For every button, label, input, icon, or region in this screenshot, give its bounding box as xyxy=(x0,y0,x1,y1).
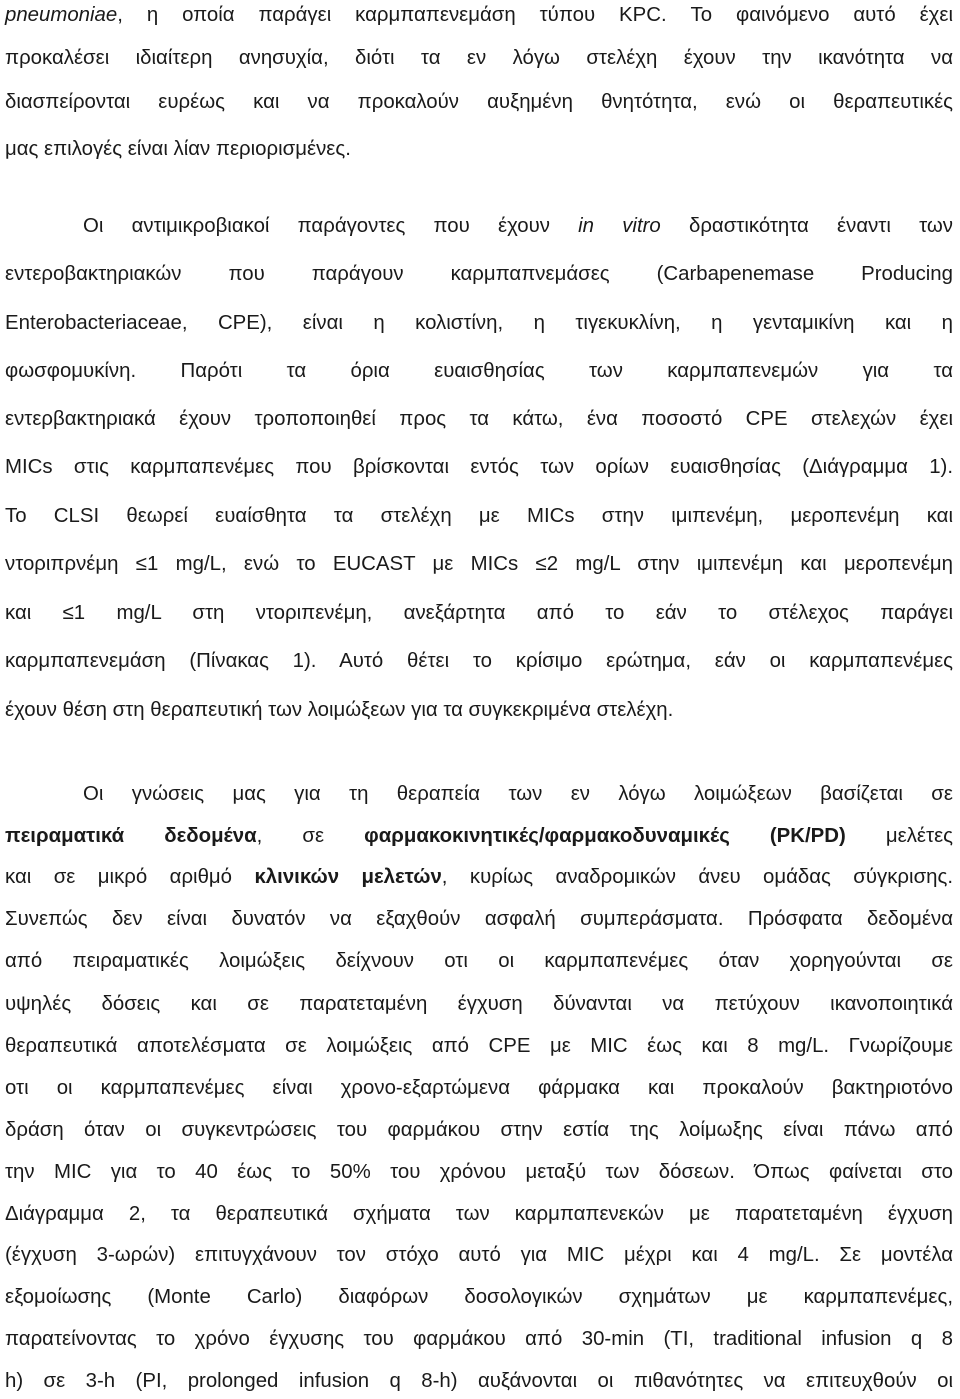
paragraph-3-line-14: παρατείνοντας το χρόνο έγχυσης του φαρμάκου από 30-min (TI, traditional infusion q 8 xyxy=(5,1328,953,1350)
paragraph-1-line-3: διασπείρονται ευρέως και να προκαλούν αυξημένη θνητότητα, ενώ οι θεραπευτικές xyxy=(5,91,953,113)
paragraph-2-line-3: Enterobacteriaceae, CPE), είναι η κολιστίνη, η τιγεκυκλίνη, η γενταμικίνη και η xyxy=(5,312,953,334)
paragraph-3-line-12: (έγχυση 3-ωρών) επιτυγχάνουν τον στόχο αυτό για MIC μέχρι και 4 mg/L. Σε μοντέλα xyxy=(5,1244,953,1266)
paragraph-3-line-4: Συνεπώς δεν είναι δυνατόν να εξαχθούν ασφαλή συμπεράσματα. Πρόσφατα δεδομένα xyxy=(5,908,953,930)
paragraph-3-line-7: θεραπευτικά αποτελέσματα σε λοιμώξεις από CPE με MIC έως και 8 mg/L. Γνωρίζουμε xyxy=(5,1035,953,1057)
paragraph-3-line-6: υψηλές δόσεις και σε παρατεταμένη έγχυση δύνανται να πετύχουν ικανοποιητικά xyxy=(5,993,953,1015)
bold-term: πειραματικά δεδομένα xyxy=(5,825,257,847)
paragraph-3-line-8: οτι οι καρμπαπενέμες είναι χρονο-εξαρτώμενα φάρμακα και προκαλούν βακτηριοτόνο xyxy=(5,1077,953,1099)
paragraph-1-line-1 xyxy=(5,2,953,28)
paragraph-2-line-10: καρμπαπενεμάση (Πίνακας 1). Αυτό θέτει το κρίσιμο ερώτημα, εάν οι καρμπαπενέμες xyxy=(5,650,953,672)
text-run: , σε xyxy=(256,825,365,847)
paragraph-2-line-8: ντοριπρνέμη ≤1 mg/L, ενώ το EUCAST με MICs ≤2 mg/L στην ιμιπενέμη και μεροπενέμη xyxy=(5,553,953,575)
bold-term: φαρμακοκινητικές/φαρμακοδυναμικές (PK/PD) xyxy=(364,825,846,847)
paragraph-3-line-2 xyxy=(5,823,953,849)
bold-term: κλινικών μελετών xyxy=(254,866,442,888)
paragraph-2-line-5: εντερβακτηριακά έχουν τροποποιηθεί προς τα κάτω, ένα ποσοστό CPE στελεχών έχει xyxy=(5,408,953,430)
paragraph-3-line-10: την MIC για το 40 έως το 50% του χρόνου μεταξύ των δόσεων. Όπως φαίνεται στο xyxy=(5,1161,953,1183)
text-run: δραστικότητα έναντι των xyxy=(660,215,953,237)
italic-term: in vitro xyxy=(578,215,661,237)
paragraph-2-line-6: MICs στις καρμπαπενέμες που βρίσκονται εντός των ορίων ευαισθησίας (Διάγραμμα 1). xyxy=(5,456,953,478)
text-run: , κυρίως αναδρομικών άνευ ομάδας σύγκρισης. xyxy=(441,866,953,888)
text-run: μελέτες xyxy=(845,825,953,847)
paragraph-2-line-9: και ≤1 mg/L στη ντοριπενέμη, ανεξάρτητα από το εάν το στέλεχος παράγει xyxy=(5,602,953,624)
paragraph-3-line-3 xyxy=(5,864,953,890)
text-run: και σε μικρό αριθμό xyxy=(5,866,255,888)
paragraph-3-line-11: Διάγραμμα 2, τα θεραπευτικά σχήματα των καρμπαπενεκών με παρατεταμένη έγχυση xyxy=(5,1203,953,1225)
paragraph-2-line-11: έχουν θέση στη θεραπευτική των λοιμώξεων για τα συγκεκριμένα στελέχη. xyxy=(5,699,674,721)
paragraph-3-line-1: Οι γνώσεις μας για τη θεραπεία των εν λόγω λοιμώξεων βασίζεται σε xyxy=(83,783,953,805)
italic-term: pneumoniae xyxy=(5,4,118,26)
paragraph-3-line-9: δράση όταν οι συγκεντρώσεις του φαρμάκου στην εστία της λοίμωξης είναι πάνω από xyxy=(5,1119,953,1141)
paragraph-1-line-4: μας επιλογές είναι λίαν περιορισμένες. xyxy=(5,138,351,160)
paragraph-2-line-4: φωσφομυκίνη. Παρότι τα όρια ευαισθησίας των καρμπαπενεμών για τα xyxy=(5,360,953,382)
paragraph-2-line-7: Το CLSI θεωρεί ευαίσθητα τα στελέχη με MICs στην ιμιπενέμη, μεροπενέμη και xyxy=(5,505,953,527)
paragraph-2-line-1 xyxy=(83,213,953,239)
paragraph-3-line-5: από πειραματικές λοιμώξεις δείχνουν οτι οι καρμπαπενέμες όταν χορηγούνται σε xyxy=(5,950,953,972)
paragraph-1-line-2: προκαλέσει ιδιαίτερη ανησυχία, διότι τα εν λόγω στελέχη έχουν την ικανότητα να xyxy=(5,47,953,69)
paragraph-2-line-2: εντεροβακτηριακών που παράγουν καρμπαπνεμάσες (Carbapenemase Producing xyxy=(5,263,953,285)
text-run: Οι αντιμικροβιακοί παράγοντες που έχουν xyxy=(83,215,579,237)
paragraph-3-line-13: εξομοίωσης (Monte Carlo) διαφόρων δοσολογικών σχημάτων με καρμπαπενέμες, xyxy=(5,1286,953,1308)
text-run: , η οποία παράγει καρμπαπενεμάση τύπου KPC. Το φαινόμενο αυτό έχει xyxy=(117,4,953,26)
paragraph-3-line-15: h) σε 3-h (PI, prolonged infusion q 8-h) αυξάνονται οι πιθανότητες να επιτευχθούν οι xyxy=(5,1370,953,1392)
